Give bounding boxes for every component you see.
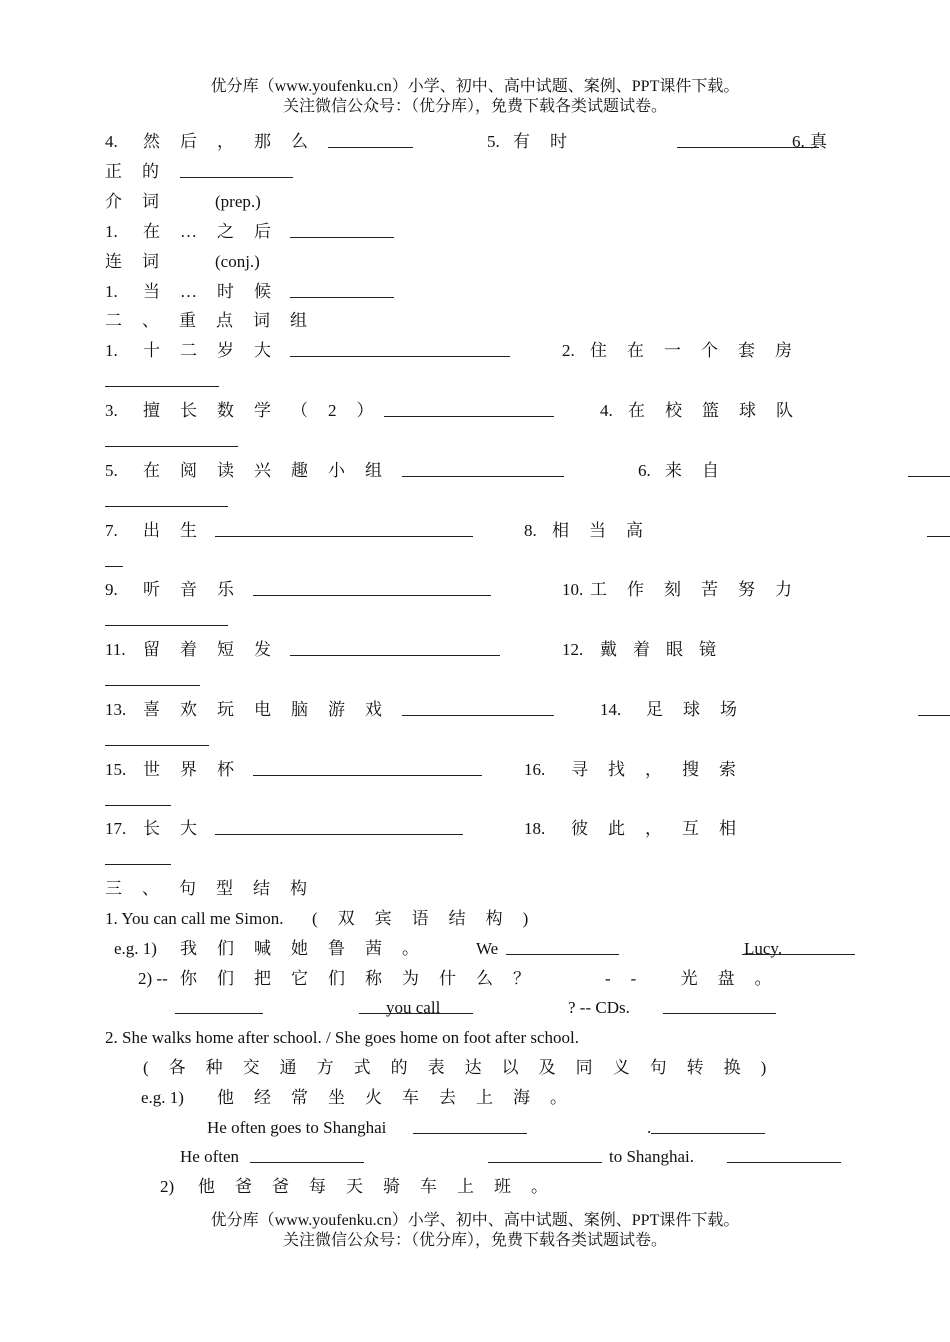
structure-sentence: 2. She walks home after school. / She goes home on foot after school. bbox=[105, 1028, 580, 1047]
item-text: 喜欢玩电脑游戏 bbox=[143, 700, 402, 719]
section-label: 连词 bbox=[105, 252, 179, 271]
answer-blank[interactable] bbox=[488, 1147, 602, 1167]
item-number: 5. bbox=[105, 461, 118, 480]
example-row bbox=[0, 1085, 950, 1111]
item-number: 10. bbox=[562, 580, 584, 599]
structure-note: (双宾语结构) bbox=[312, 909, 549, 928]
answer-blank[interactable] bbox=[402, 700, 554, 720]
pos-tag: (conj.) bbox=[215, 252, 260, 271]
answer-blank[interactable] bbox=[290, 341, 510, 361]
structure-2-note-row bbox=[0, 1055, 950, 1081]
item-text: 正的 bbox=[105, 162, 179, 181]
item-text: 相当高 bbox=[552, 521, 663, 540]
item-text: 擅长数学（2） bbox=[143, 401, 394, 420]
answer-blank[interactable] bbox=[663, 998, 776, 1018]
item-number: 4. bbox=[600, 401, 613, 420]
item-number: 1. bbox=[105, 222, 118, 241]
answer-blank[interactable] bbox=[402, 461, 564, 481]
example-row bbox=[0, 1144, 950, 1170]
item-text: 在阅读兴趣小组 bbox=[143, 461, 402, 480]
example-row bbox=[0, 936, 950, 962]
item-text: 戴着眼镜 bbox=[600, 640, 732, 659]
item-text: 寻找，搜索 bbox=[571, 760, 756, 779]
prep-item-row bbox=[0, 219, 950, 245]
section-heading: 二、重点词组 bbox=[105, 311, 327, 330]
structure-2-row bbox=[0, 1025, 950, 1051]
structure-note: (各种交通方式的表达以及同义句转换) bbox=[143, 1058, 787, 1077]
section-label: 介词 bbox=[105, 192, 179, 211]
example-chinese: 你们把它们称为什么？ bbox=[180, 969, 550, 988]
item-number: 15. bbox=[105, 760, 127, 779]
item-number: 5. bbox=[487, 132, 500, 151]
item-text: 十二岁大 bbox=[143, 341, 291, 360]
answer-blank[interactable] bbox=[215, 521, 473, 541]
answer-blank[interactable] bbox=[927, 521, 950, 541]
example-text: . bbox=[647, 1118, 652, 1137]
item-number: 1. bbox=[105, 341, 118, 360]
item-text: 长大 bbox=[143, 819, 217, 838]
item-number: 1. bbox=[105, 282, 118, 301]
section-3-heading-row bbox=[0, 876, 950, 902]
answer-blank[interactable] bbox=[105, 670, 200, 690]
answer-blank[interactable] bbox=[253, 760, 482, 780]
item-text: 然后，那么 bbox=[143, 132, 328, 151]
section-2-heading-row bbox=[0, 308, 950, 334]
item-text: 住在一个套房 bbox=[590, 341, 812, 360]
phrase-row bbox=[0, 518, 950, 544]
item-text: 在…之后 bbox=[143, 222, 291, 241]
item-text: 工作刻苦努力 bbox=[590, 580, 812, 599]
item-number: 9. bbox=[105, 580, 118, 599]
item-number: 18. bbox=[524, 819, 546, 838]
conj-item-row bbox=[0, 279, 950, 305]
item-text: 留着短发 bbox=[143, 640, 291, 659]
answer-blank[interactable] bbox=[290, 222, 394, 242]
example-text: you call bbox=[386, 998, 441, 1017]
item-text: 在校篮球队 bbox=[628, 401, 813, 420]
answer-blank[interactable] bbox=[105, 491, 228, 511]
adverb-row-cont bbox=[0, 159, 950, 185]
phrase-row-cont bbox=[0, 428, 950, 454]
example-text: to Shanghai. bbox=[609, 1147, 694, 1166]
pos-tag: (prep.) bbox=[215, 192, 261, 211]
item-number: 11. bbox=[105, 640, 126, 659]
item-text: 彼此，互相 bbox=[571, 819, 756, 838]
footer-line-2: 关注微信公众号：（优分库），免费下载各类试题试卷。 bbox=[282, 1232, 667, 1249]
answer-blank[interactable] bbox=[105, 849, 171, 869]
item-number: 8. bbox=[524, 521, 537, 540]
example-text: ? -- CDs. bbox=[568, 998, 630, 1017]
answer-blank[interactable] bbox=[180, 162, 293, 182]
example-label: 2) -- bbox=[138, 969, 168, 988]
item-number: 13. bbox=[105, 700, 127, 719]
item-text: 足球场 bbox=[646, 700, 757, 719]
answer-blank[interactable] bbox=[105, 371, 219, 391]
phrase-row-cont bbox=[0, 368, 950, 394]
answer-blank[interactable] bbox=[250, 1147, 364, 1167]
phrase-row bbox=[0, 697, 950, 723]
phrase-row-cont bbox=[0, 846, 950, 872]
phrase-row-cont bbox=[0, 727, 950, 753]
item-number: 12. bbox=[562, 640, 584, 659]
example-text: Lucy. bbox=[744, 939, 783, 958]
phrase-row-cont bbox=[0, 667, 950, 693]
phrase-row bbox=[0, 757, 950, 783]
example-text: He often goes to Shanghai bbox=[207, 1118, 387, 1137]
answer-blank[interactable] bbox=[918, 700, 950, 720]
item-text: 出生 bbox=[143, 521, 217, 540]
header-line-1: 优分库（www.youfenku.cn）小学、初中、高中试题、案例、PPT课件下载。 bbox=[210, 78, 740, 95]
example-row bbox=[0, 966, 950, 992]
prep-heading-row bbox=[0, 189, 950, 215]
footer-line-1: 优分库（www.youfenku.cn）小学、初中、高中试题、案例、PPT课件下载。 bbox=[210, 1212, 740, 1229]
example-answer: -- 光盘。 bbox=[605, 969, 792, 988]
answer-blank[interactable] bbox=[105, 790, 171, 810]
item-text: 世界杯 bbox=[143, 760, 254, 779]
conj-heading-row bbox=[0, 249, 950, 275]
section-heading: 三、句型结构 bbox=[105, 879, 327, 898]
answer-blank[interactable] bbox=[651, 1118, 765, 1138]
phrase-row-cont bbox=[0, 787, 950, 813]
item-number: 4. bbox=[105, 132, 118, 151]
example-label: 2) bbox=[160, 1177, 175, 1196]
answer-blank[interactable] bbox=[105, 551, 123, 571]
example-chinese: 他经常坐火车去上海。 bbox=[217, 1088, 587, 1107]
example-chinese: 我们喊她鲁茜。 bbox=[180, 939, 439, 958]
item-number: 17. bbox=[105, 819, 127, 838]
item-text: 有时 bbox=[513, 132, 587, 151]
answer-blank[interactable] bbox=[105, 431, 238, 451]
item-text: 听音乐 bbox=[143, 580, 254, 599]
answer-blank[interactable] bbox=[290, 282, 394, 302]
item-text: 真 bbox=[810, 132, 827, 151]
answer-blank[interactable] bbox=[253, 580, 491, 600]
item-number: 7. bbox=[105, 521, 118, 540]
example-row bbox=[0, 1115, 950, 1141]
phrase-row bbox=[0, 816, 950, 842]
adverb-row bbox=[0, 129, 950, 155]
answer-blank[interactable] bbox=[105, 610, 228, 630]
answer-blank[interactable] bbox=[384, 401, 554, 421]
phrase-row-cont bbox=[0, 548, 950, 574]
phrase-row bbox=[0, 458, 950, 484]
example-row bbox=[0, 1174, 950, 1200]
answer-blank[interactable] bbox=[908, 461, 950, 481]
example-text: He often bbox=[180, 1147, 240, 1166]
answer-blank[interactable] bbox=[727, 1147, 841, 1167]
item-text: 来自 bbox=[665, 461, 739, 480]
answer-blank[interactable] bbox=[215, 819, 463, 839]
example-chinese: 他爸爸每天骑车上班。 bbox=[198, 1177, 568, 1196]
phrase-row bbox=[0, 637, 950, 663]
structure-sentence: 1. You can call me Simon. bbox=[105, 909, 284, 928]
example-label: e.g. 1) bbox=[114, 939, 157, 958]
item-number: 14. bbox=[600, 700, 622, 719]
answer-blank[interactable] bbox=[413, 1118, 527, 1138]
phrase-row-cont bbox=[0, 488, 950, 514]
example-row bbox=[0, 995, 950, 1021]
example-label: e.g. 1) bbox=[141, 1088, 184, 1107]
answer-blank[interactable] bbox=[506, 939, 619, 959]
example-text: We bbox=[476, 939, 499, 958]
answer-blank[interactable] bbox=[105, 730, 209, 750]
item-number: 6. bbox=[792, 132, 805, 151]
header-line-2: 关注微信公众号：（优分库），免费下载各类试题试卷。 bbox=[282, 98, 667, 115]
phrase-row bbox=[0, 398, 950, 424]
item-number: 6. bbox=[638, 461, 651, 480]
phrase-row bbox=[0, 577, 950, 603]
phrase-row bbox=[0, 338, 950, 364]
structure-1-row bbox=[0, 906, 950, 932]
answer-blank[interactable] bbox=[328, 132, 413, 152]
item-text: 当…时候 bbox=[143, 282, 291, 301]
item-number: 3. bbox=[105, 401, 118, 420]
answer-blank[interactable] bbox=[175, 998, 263, 1018]
item-number: 16. bbox=[524, 760, 546, 779]
item-number: 2. bbox=[562, 341, 575, 360]
phrase-row-cont bbox=[0, 607, 950, 633]
answer-blank[interactable] bbox=[290, 640, 500, 660]
